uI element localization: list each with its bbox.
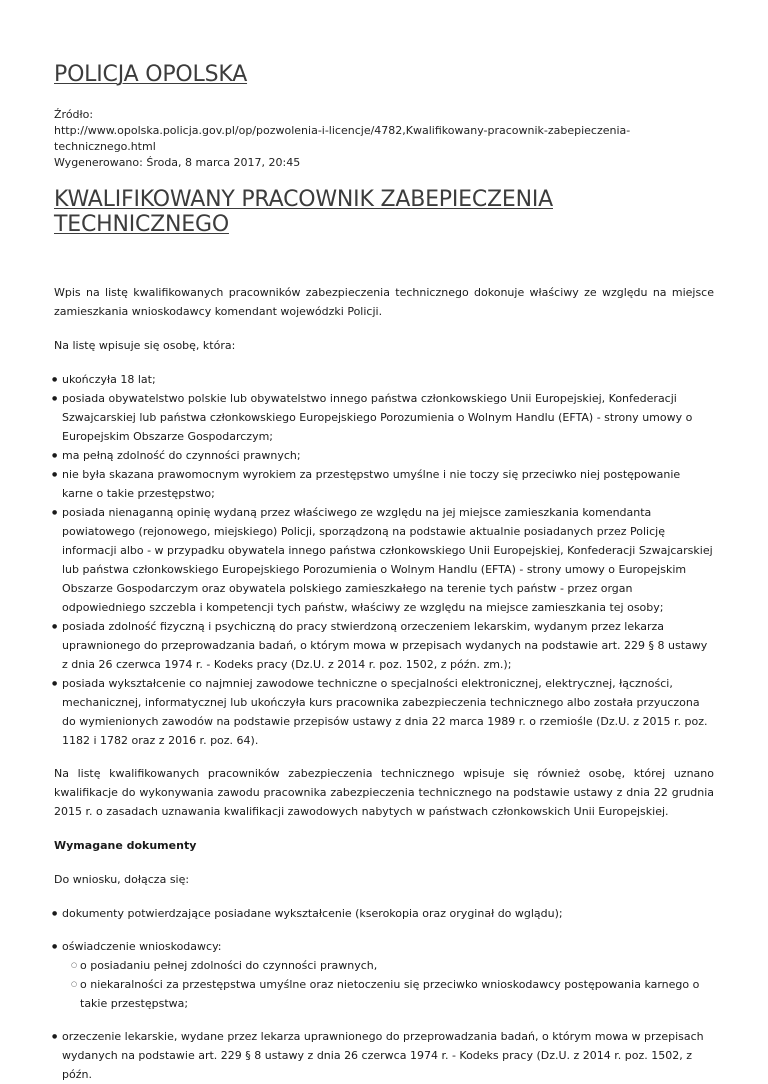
sub-list-item: ○ o niekaralności za przestępstwa umyślne oraz nietoczeniu się przeciwko wnioskodawcy postępowania karnego o takie przestępstwa; [72, 975, 714, 1013]
list-item: ● ma pełną zdolność do czynności prawnych; [54, 446, 714, 465]
intro-paragraph: Wpis na listę kwalifikowanych pracowników zabezpieczenia technicznego dokonuje właściwy ze względu na miejsce zamieszkania wnioskodawcy komendant wojewódzki Policji. [54, 286, 714, 318]
list-item: ● ukończyła 18 lat; [54, 370, 714, 389]
list-item: ● posiada obywatelstwo polskie lub obywatelstwo innego państwa członkowskiego Unii Europejskiej, Konfederacji Szwajcarskiej lub państwa członkowskiego Europejskiego Porozumienia o Wolnym Handlu (EFTA) - strony umowy o Europejskim Obszarze Gospodarczym; [54, 389, 714, 446]
list-item: ● posiada zdolność fizyczną i psychiczną do pracy stwierdzoną orzeczeniem lekarskim, wydanym przez lekarza uprawnionego do przeprowadzania badań, o którym mowa w przepisach wydanych na podstawie art. 229 § 8 ustawy z dnia 26 czerwca 1974 r. - Kodeks pracy (Dz.U. z 2014 r. poz. 1502, z późn. zm.); [54, 617, 714, 674]
declaration-sublist [62, 956, 714, 1013]
documents-list [54, 904, 714, 1084]
document-medical: orzeczenie lekarskie, wydane przez lekarza uprawnionego do przeprowadzania badań, o którym mowa w przepisach wydanych na podstawie art. 229 § 8 ustawy z dnia 26 czerwca 1974 r. - Kodeks pracy (Dz.U. z 2014 r. poz. 1502, z późn. [62, 1030, 704, 1081]
list-item: ● nie była skazana prawomocnym wyrokiem za przestępstwo umyślne i nie toczy się przeciwko niej postępowanie karne o takie przestępstwo; [54, 465, 714, 503]
foreign-qualifications-paragraph: Na listę kwalifikowanych pracowników zabezpieczenia technicznego wpisuje się również osobę, której uznano kwalifikacje do wykonywania zawodu pracownika zabezpieczenia technicznego na podstawie ustawy z dnia 22 grudnia 2015 r. o zasadach uznawania kwalifikacji zawodowych nabytych w państwach członkowskich Unii Europejskiej. [54, 767, 714, 818]
source-meta [54, 107, 714, 171]
documents-heading: Wymagane dokumenty [54, 839, 197, 852]
list-item [54, 904, 714, 923]
article-title: KWALIFIKOWANY PRACOWNIK ZABEPIECZENIA TECHNICZNEGO [54, 187, 553, 237]
list-item: ● posiada nienaganną opinię wydaną przez właściwego ze względu na jej miejsce zamieszkania komendanta powiatowego (rejonowego, miejskiego) Policji, sporządzoną na podstawie aktualnie posiadanych przez Policję informacji albo - w przypadku obywatela innego państwa członkowskiego Unii Europejskiej, Konfederacji Szwajcarskiej lub państwa członkowskiego Europejskiego Porozumienia o Wolnym Handlu (EFTA) - strony umowy o Europejskim Obszarze Gospodarczym oraz obywatela polskiego zamieszkałego na terenie tych państw - przez organ odpowiedniego szczebla i kompetencji tych państw, właściwy ze względu na miejsce zamieszkania tej osoby; [54, 503, 714, 617]
list-item [54, 937, 714, 1013]
generated-date: Wygenerowano: Środa, 8 marca 2017, 20:45 [54, 156, 301, 169]
requirements-list [54, 370, 714, 750]
documents-intro: Do wniosku, dołącza się: [54, 873, 190, 886]
list-item [54, 1027, 714, 1084]
source-url: http://www.opolska.policja.gov.pl/op/pozwolenia-i-licencje/4782,Kwalifikowany-pracownik-zabepieczenia-technicznego.html [54, 124, 631, 153]
document-declaration: oświadczenie wnioskodawcy: [62, 940, 222, 953]
document-education: dokumenty potwierdzające posiadane wykształcenie (kserokopia oraz oryginał do wglądu); [62, 907, 563, 920]
sub-list-item: ○ o posiadaniu pełnej zdolności do czynności prawnych, [72, 956, 714, 975]
list-item: ● posiada wykształcenie co najmniej zawodowe techniczne o specjalności elektronicznej, elektrycznej, łączności, mechanicznej, informatycznej lub ukończyła kurs pracownika zabezpieczenia technicznego albo została przyuczona do wymienionych zawodów na podstawie przepisów ustawy z dnia 22 marca 1989 r. o rzemiośle (Dz.U. z 2015 r. poz. 1182 i 1782 oraz z 2016 r. poz. 64). [54, 674, 714, 750]
site-title: POLICJA OPOLSKA [54, 62, 248, 87]
source-label: Źródło: [54, 108, 94, 121]
list-intro: Na listę wpisuje się osobę, która: [54, 339, 236, 352]
